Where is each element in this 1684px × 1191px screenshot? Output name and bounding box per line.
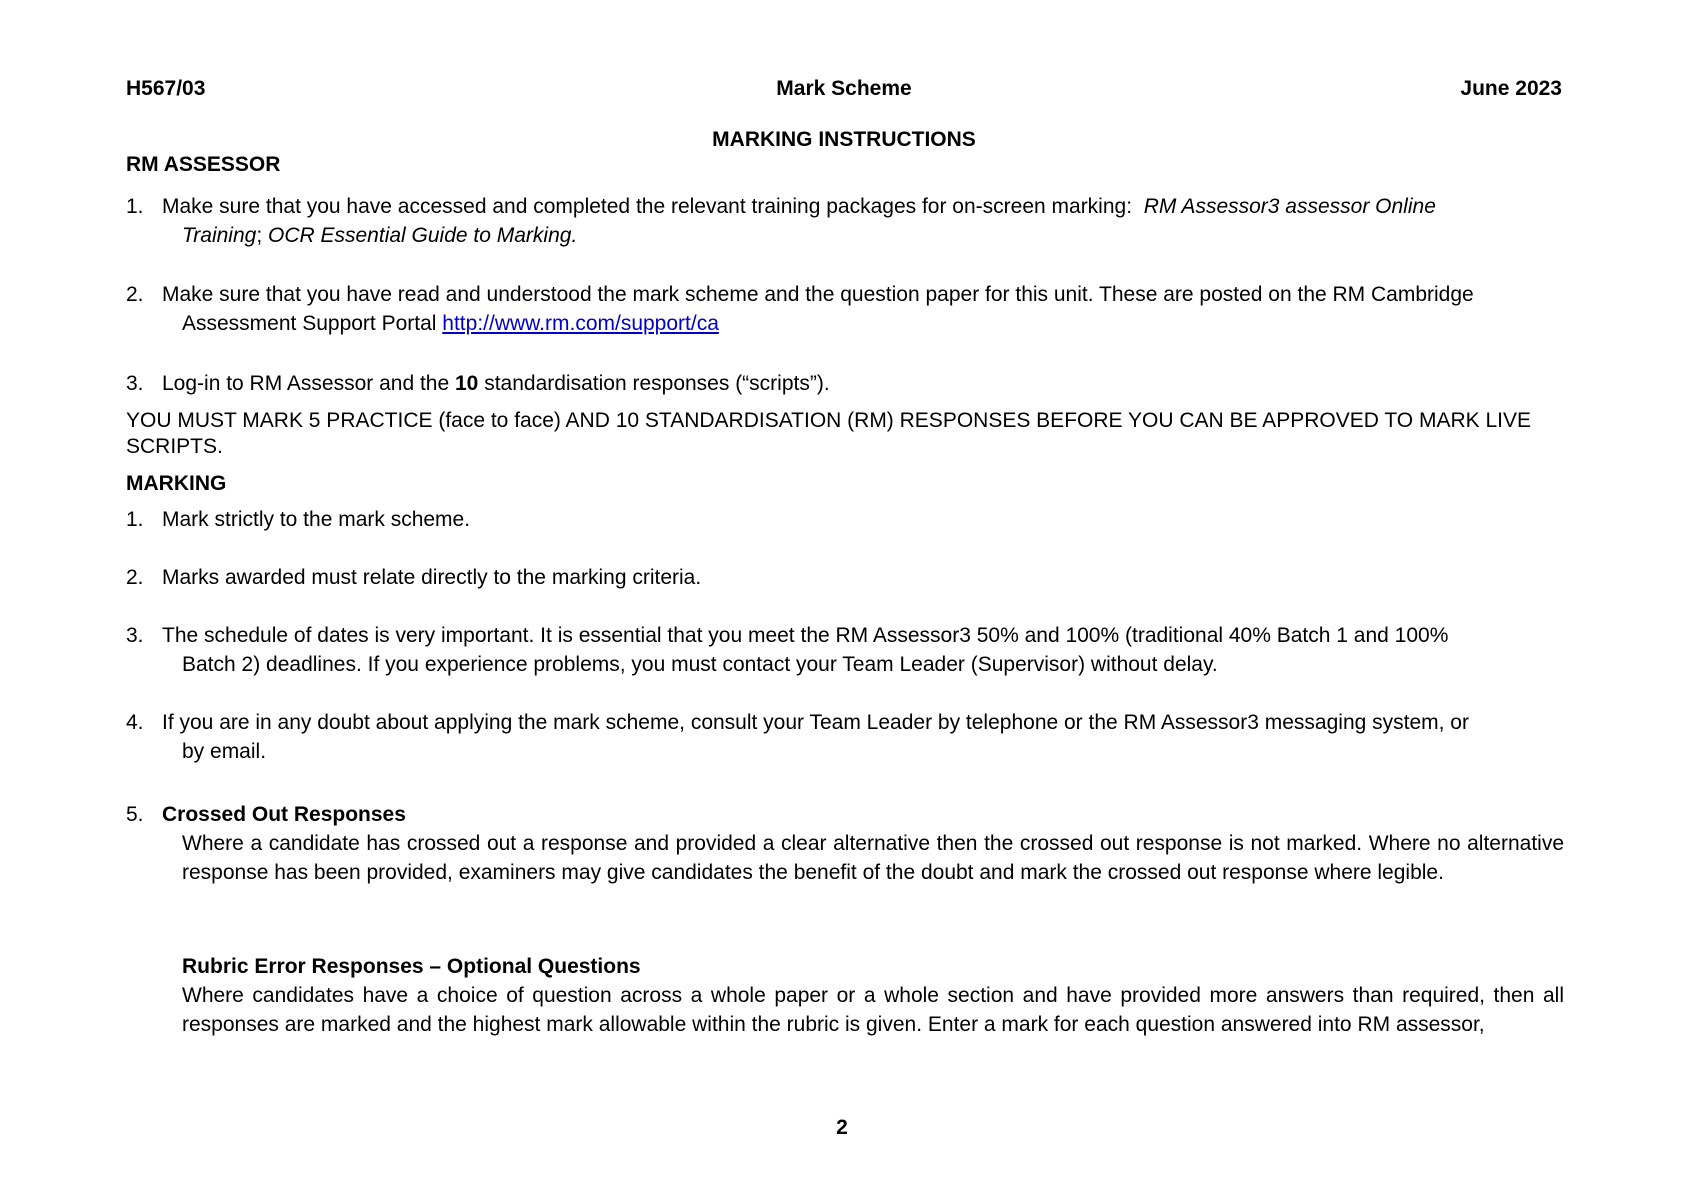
list-number: 5. [126, 803, 144, 826]
item-text: Log-in to RM Assessor and the [162, 372, 450, 395]
list-number: 2. [126, 283, 144, 306]
item-text: Make sure that you have read and understood the mark scheme and the question paper for this unit. These are posted on the RM Cambridge [162, 283, 1474, 306]
script-count: 10 [455, 372, 479, 395]
main-heading: MARKING INSTRUCTIONS [712, 128, 976, 151]
section-title-marking: MARKING [126, 472, 227, 495]
crossed-out-body: Where a candidate has crossed out a response and provided a clear alternative then the crossed out response is not marked. Where no alternative response has been provided, examiners may give candidates the benefit of the doubt and mark the crossed out response where legible. [182, 832, 1564, 884]
list-number: 1. [126, 508, 144, 531]
list-item [126, 563, 1566, 592]
list-item [126, 621, 1566, 679]
guide-name: OCR Essential Guide to Marking. [268, 224, 578, 247]
item-text: Make sure that you have accessed and completed the relevant training packages for on-screen marking: [162, 195, 1133, 218]
document-date: June 2023 [1460, 77, 1562, 100]
list-number: 3. [126, 372, 144, 395]
paper-code: H567/03 [126, 77, 206, 100]
item-text: The schedule of dates is very important. It is essential that you meet the RM Assessor3 50% and 100% (traditional 40% Batch 1 and 100% [162, 624, 1449, 647]
item-text-continued: Assessment Support Portal [182, 312, 437, 335]
approval-warning: YOU MUST MARK 5 PRACTICE (face to face) AND 10 STANDARDISATION (RM) RESPONSES BEFORE YOU CAN BE APPROVED TO MARK LIVE SCRIPTS. [126, 409, 1531, 458]
item-text-end: standardisation responses (“scripts”). [484, 372, 830, 395]
item-text: If you are in any doubt about applying the mark scheme, consult your Team Leader by telephone or the RM Assessor3 messaging system, or [162, 711, 1469, 734]
section-title-rm-assessor: RM ASSESSOR [126, 153, 281, 176]
list-item [126, 280, 1566, 338]
item-text: Marks awarded must relate directly to the marking criteria. [162, 566, 702, 589]
list-number: 4. [126, 711, 144, 734]
item-text: Mark strictly to the mark scheme. [162, 508, 471, 531]
rubric-error-heading: Rubric Error Responses – Optional Questions [182, 955, 641, 978]
training-name: RM Assessor3 assessor Online [1143, 195, 1436, 218]
list-item [126, 708, 1566, 766]
item-text-continued: by email. [182, 740, 267, 763]
list-item [126, 505, 1566, 534]
support-portal-link[interactable]: http://www.rm.com/support/ca [442, 312, 719, 335]
list-number: 1. [126, 195, 144, 218]
training-word: Training [182, 224, 257, 247]
list-item [126, 369, 1566, 398]
page-number: 2 [836, 1116, 848, 1139]
crossed-out-heading: Crossed Out Responses [162, 803, 406, 826]
rubric-error-body: Where candidates have a choice of question across a whole paper or a whole section and have provided more answers than required, then all responses are marked and the highest mark allowable within the rubric is given. Enter a mark for each question answered into RM assessor, [182, 984, 1564, 1036]
list-item [126, 192, 1566, 250]
document-title: Mark Scheme [776, 77, 912, 100]
item-text-continued: Batch 2) deadlines. If you experience problems, you must contact your Team Leader (Supervisor) without delay. [182, 653, 1218, 676]
list-number: 3. [126, 624, 144, 647]
list-item [126, 800, 1566, 829]
page-header [126, 74, 1562, 104]
list-number: 2. [126, 566, 144, 589]
separator: ; [256, 224, 263, 247]
